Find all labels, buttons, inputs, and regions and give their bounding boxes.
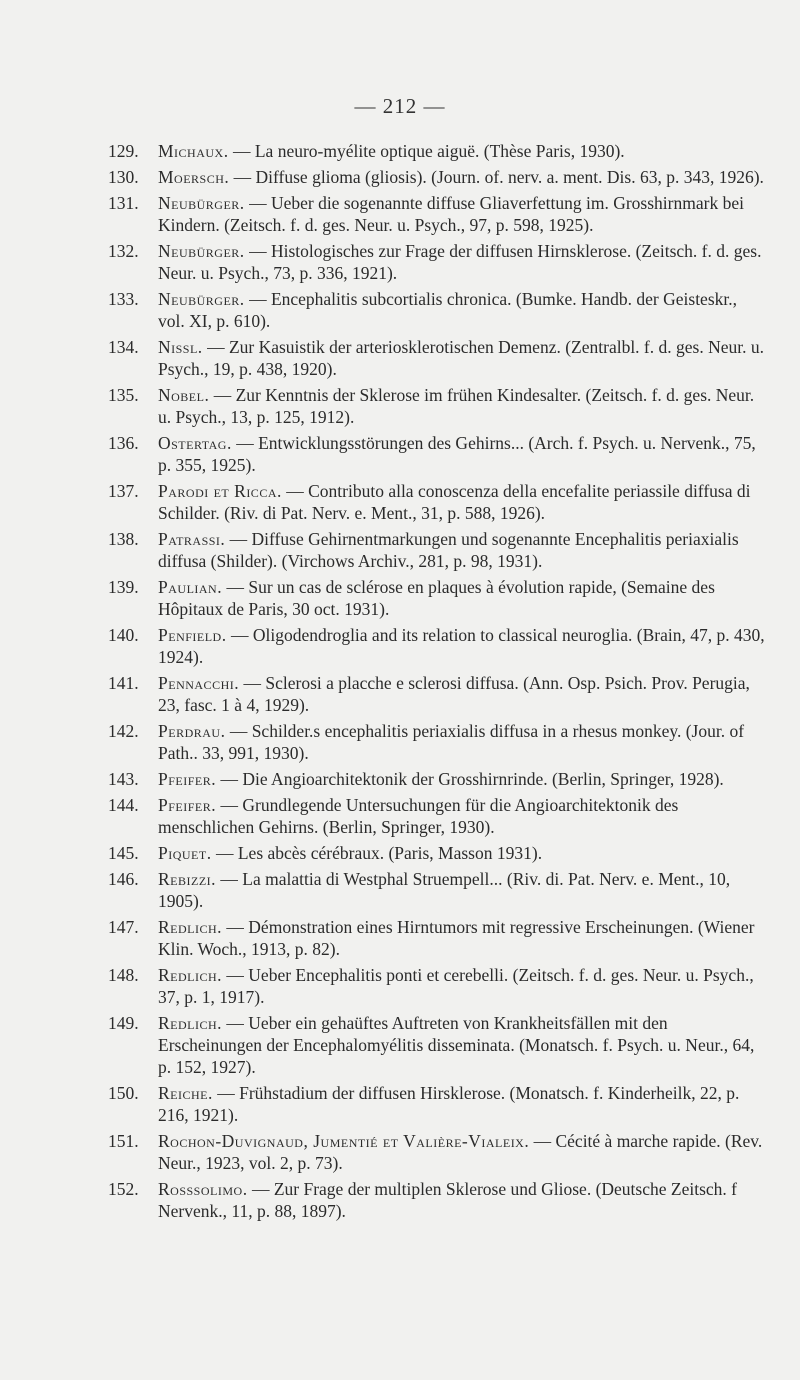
entry-text: — Entwicklungsstörungen des Gehirns... (Arch. f. Psych. u. Nervenk., 75, p. 355, 1925). [158, 433, 756, 475]
entry-author: Redlich. [158, 965, 223, 985]
entry-number: 136. [108, 433, 139, 453]
entry-author: Moersch. [158, 167, 230, 187]
bibliography-entry [108, 1082, 768, 1126]
entry-number: 149. [108, 1013, 139, 1033]
entry-author: Rebizzi. [158, 869, 217, 889]
entry-text: — La malattia di Westphal Struempell... (Riv. di. Pat. Nerv. e. Ment., 10, 1905). [158, 869, 731, 911]
bibliography-entry [108, 1012, 768, 1078]
entry-author: Perdrau. [158, 721, 226, 741]
entry-number: 142. [108, 721, 139, 741]
entry-number: 150. [108, 1083, 139, 1103]
entry-text: — Die Angioarchitektonik der Grosshirnrinde. (Berlin, Springer, 1928). [216, 769, 724, 789]
bibliography-entry [108, 842, 768, 864]
entry-number: 138. [108, 529, 139, 549]
entry-text: — Zur Kasuistik der arteriosklerotischen Demenz. (Zentralbl. f. d. ges. Neur. u. Psych., 19, p. 438, 1920). [158, 337, 764, 379]
bibliography-entry [108, 166, 768, 188]
entry-author: Paulian. [158, 577, 223, 597]
entry-number: 131. [108, 193, 139, 213]
entry-text: — Schilder.s encephalitis periaxialis diffusa in a rhesus monkey. (Jour. of Path.. 33, 991, 1930). [158, 721, 745, 763]
bibliography-entry [108, 916, 768, 960]
entry-text: — Zur Frage der multiplen Sklerose und Gliose. (Deutsche Zeitsch. f Nervenk., 11, p. 88, 1897). [158, 1179, 737, 1221]
entry-text: — Ueber ein gehaüftes Auftreten von Krankheitsfällen mit den Erscheinungen der Encephalomyélitis disseminata. (Monatsch. f. Psych. u. Neur., 64, p. 152, 1927). [158, 1013, 755, 1077]
entry-author: Pfeifer. [158, 795, 217, 815]
entry-text: — Sclerosi a placche e sclerosi diffusa. (Ann. Osp. Psich. Prov. Perugia, 23, fasc. 1 à 4, 1929). [158, 673, 750, 715]
entry-author: Pennacchi. [158, 673, 240, 693]
bibliography-entry [108, 336, 768, 380]
entry-author: Nobel. [158, 385, 210, 405]
bibliography-entry [108, 576, 768, 620]
entry-text: — Ueber Encephalitis ponti et cerebelli. (Zeitsch. f. d. ges. Neur. u. Psych., 37, p. 1, 1917). [158, 965, 754, 1007]
entry-text: — Frühstadium der diffusen Hirsklerose. (Monatsch. f. Kinderheilk, 22, p. 216, 1921). [158, 1083, 740, 1125]
entry-number: 148. [108, 965, 139, 985]
entry-number: 141. [108, 673, 139, 693]
entry-number: 129. [108, 141, 139, 161]
entry-text: — Diffuse Gehirnentmarkungen und sogenannte Encephalitis periaxialis diffusa (Shilder). (Virchows Archiv., 281, p. 98, 1931). [158, 529, 739, 571]
bibliography-entry [108, 1178, 768, 1222]
entry-text: — Oligodendroglia and its relation to classical neuroglia. (Brain, 47, p. 430, 1924). [158, 625, 765, 667]
entry-author: Reiche. [158, 1083, 213, 1103]
entry-text: — Les abcès cérébraux. (Paris, Masson 1931). [211, 843, 543, 863]
bibliography-entry [108, 240, 768, 284]
bibliography-entry [108, 288, 768, 332]
bibliography-entry [108, 192, 768, 236]
entry-text: — Démonstration eines Hirntumors mit regressive Erscheinungen. (Wiener Klin. Woch., 1913, p. 82). [158, 917, 755, 959]
entry-number: 130. [108, 167, 139, 187]
entry-author: Neubürger. [158, 289, 245, 309]
entry-author: Penfield. [158, 625, 227, 645]
entry-number: 134. [108, 337, 139, 357]
entry-author: Michaux. [158, 141, 229, 161]
entry-number: 139. [108, 577, 139, 597]
entry-number: 144. [108, 795, 139, 815]
entry-number: 140. [108, 625, 139, 645]
bibliography-entry [108, 624, 768, 668]
entry-author: Piquet. [158, 843, 212, 863]
bibliography-entry [108, 672, 768, 716]
entry-text: — Encephalitis subcortialis chronica. (Bumke. Handb. der Geisteskr., vol. XI, p. 610). [158, 289, 737, 331]
entry-number: 145. [108, 843, 139, 863]
bibliography-entry [108, 964, 768, 1008]
entry-text: — Contributo alla conoscenza della encefalite periassile diffusa di Schilder. (Riv. di Pat. Nerv. e. Ment., 31, p. 588, 1926). [158, 481, 751, 523]
entry-author: Redlich. [158, 917, 223, 937]
bibliography-entry [108, 384, 768, 428]
entry-text: — Zur Kenntnis der Sklerose im frühen Kindesalter. (Zeitsch. f. d. ges. Neur. u. Psych., 13, p. 125, 1912). [158, 385, 755, 427]
entry-number: 133. [108, 289, 139, 309]
entry-text: — La neuro-myélite optique aiguë. (Thèse Paris, 1930). [228, 141, 625, 161]
entry-number: 147. [108, 917, 139, 937]
bibliography-entry [108, 868, 768, 912]
entry-text: — Diffuse glioma (gliosis). (Journ. of. nerv. a. ment. Dis. 63, p. 343, 1926). [229, 167, 764, 187]
entry-author: Rochon-Duvignaud, Jumentié et Valière-Vialeix. [158, 1131, 530, 1151]
entry-text: — Histologisches zur Frage der diffusen Hirnsklerose. (Zeitsch. f. d. ges. Neur. u. Psych., 73, p. 336, 1921). [158, 241, 762, 283]
entry-text: — Grundlegende Untersuchungen für die Angioarchitektonik des menschlichen Gehirns. (Berlin, Springer, 1930). [158, 795, 679, 837]
bibliography-entry [108, 1130, 768, 1174]
entry-author: Rosssolimo. [158, 1179, 248, 1199]
page-number: — 212 — [354, 94, 446, 118]
entry-author: Neubürger. [158, 241, 245, 261]
bibliography-entry [108, 140, 768, 162]
bibliography-entry [108, 720, 768, 764]
entry-number: 132. [108, 241, 139, 261]
bibliography-entry [108, 480, 768, 524]
entry-author: Redlich. [158, 1013, 223, 1033]
entry-author: Patrassi. [158, 529, 226, 549]
bibliography-list [108, 140, 768, 1226]
bibliography-entry [108, 794, 768, 838]
entry-text: — Ueber die sogenannte diffuse Gliaverfettung im. Grosshirnmark bei Kindern. (Zeitsch. f. d. ges. Neur. u. Psych., 97, p. 598, 1925). [158, 193, 744, 235]
entry-number: 143. [108, 769, 139, 789]
entry-text: — Cécité à marche rapide. (Rev. Neur., 1923, vol. 2, p. 73). [158, 1131, 763, 1173]
bibliography-entry [108, 432, 768, 476]
entry-number: 146. [108, 869, 139, 889]
bibliography-entry [108, 768, 768, 790]
entry-author: Nissl. [158, 337, 203, 357]
entry-author: Parodi et Ricca. [158, 481, 282, 501]
entry-author: Neubürger. [158, 193, 245, 213]
entry-author: Pfeifer. [158, 769, 217, 789]
entry-number: 137. [108, 481, 139, 501]
entry-number: 152. [108, 1179, 139, 1199]
bibliography-entry [108, 528, 768, 572]
entry-author: Ostertag. [158, 433, 232, 453]
entry-number: 135. [108, 385, 139, 405]
entry-text: — Sur un cas de sclérose en plaques à évolution rapide, (Semaine des Hôpitaux de Paris, 30 oct. 1931). [158, 577, 715, 619]
entry-number: 151. [108, 1131, 139, 1151]
